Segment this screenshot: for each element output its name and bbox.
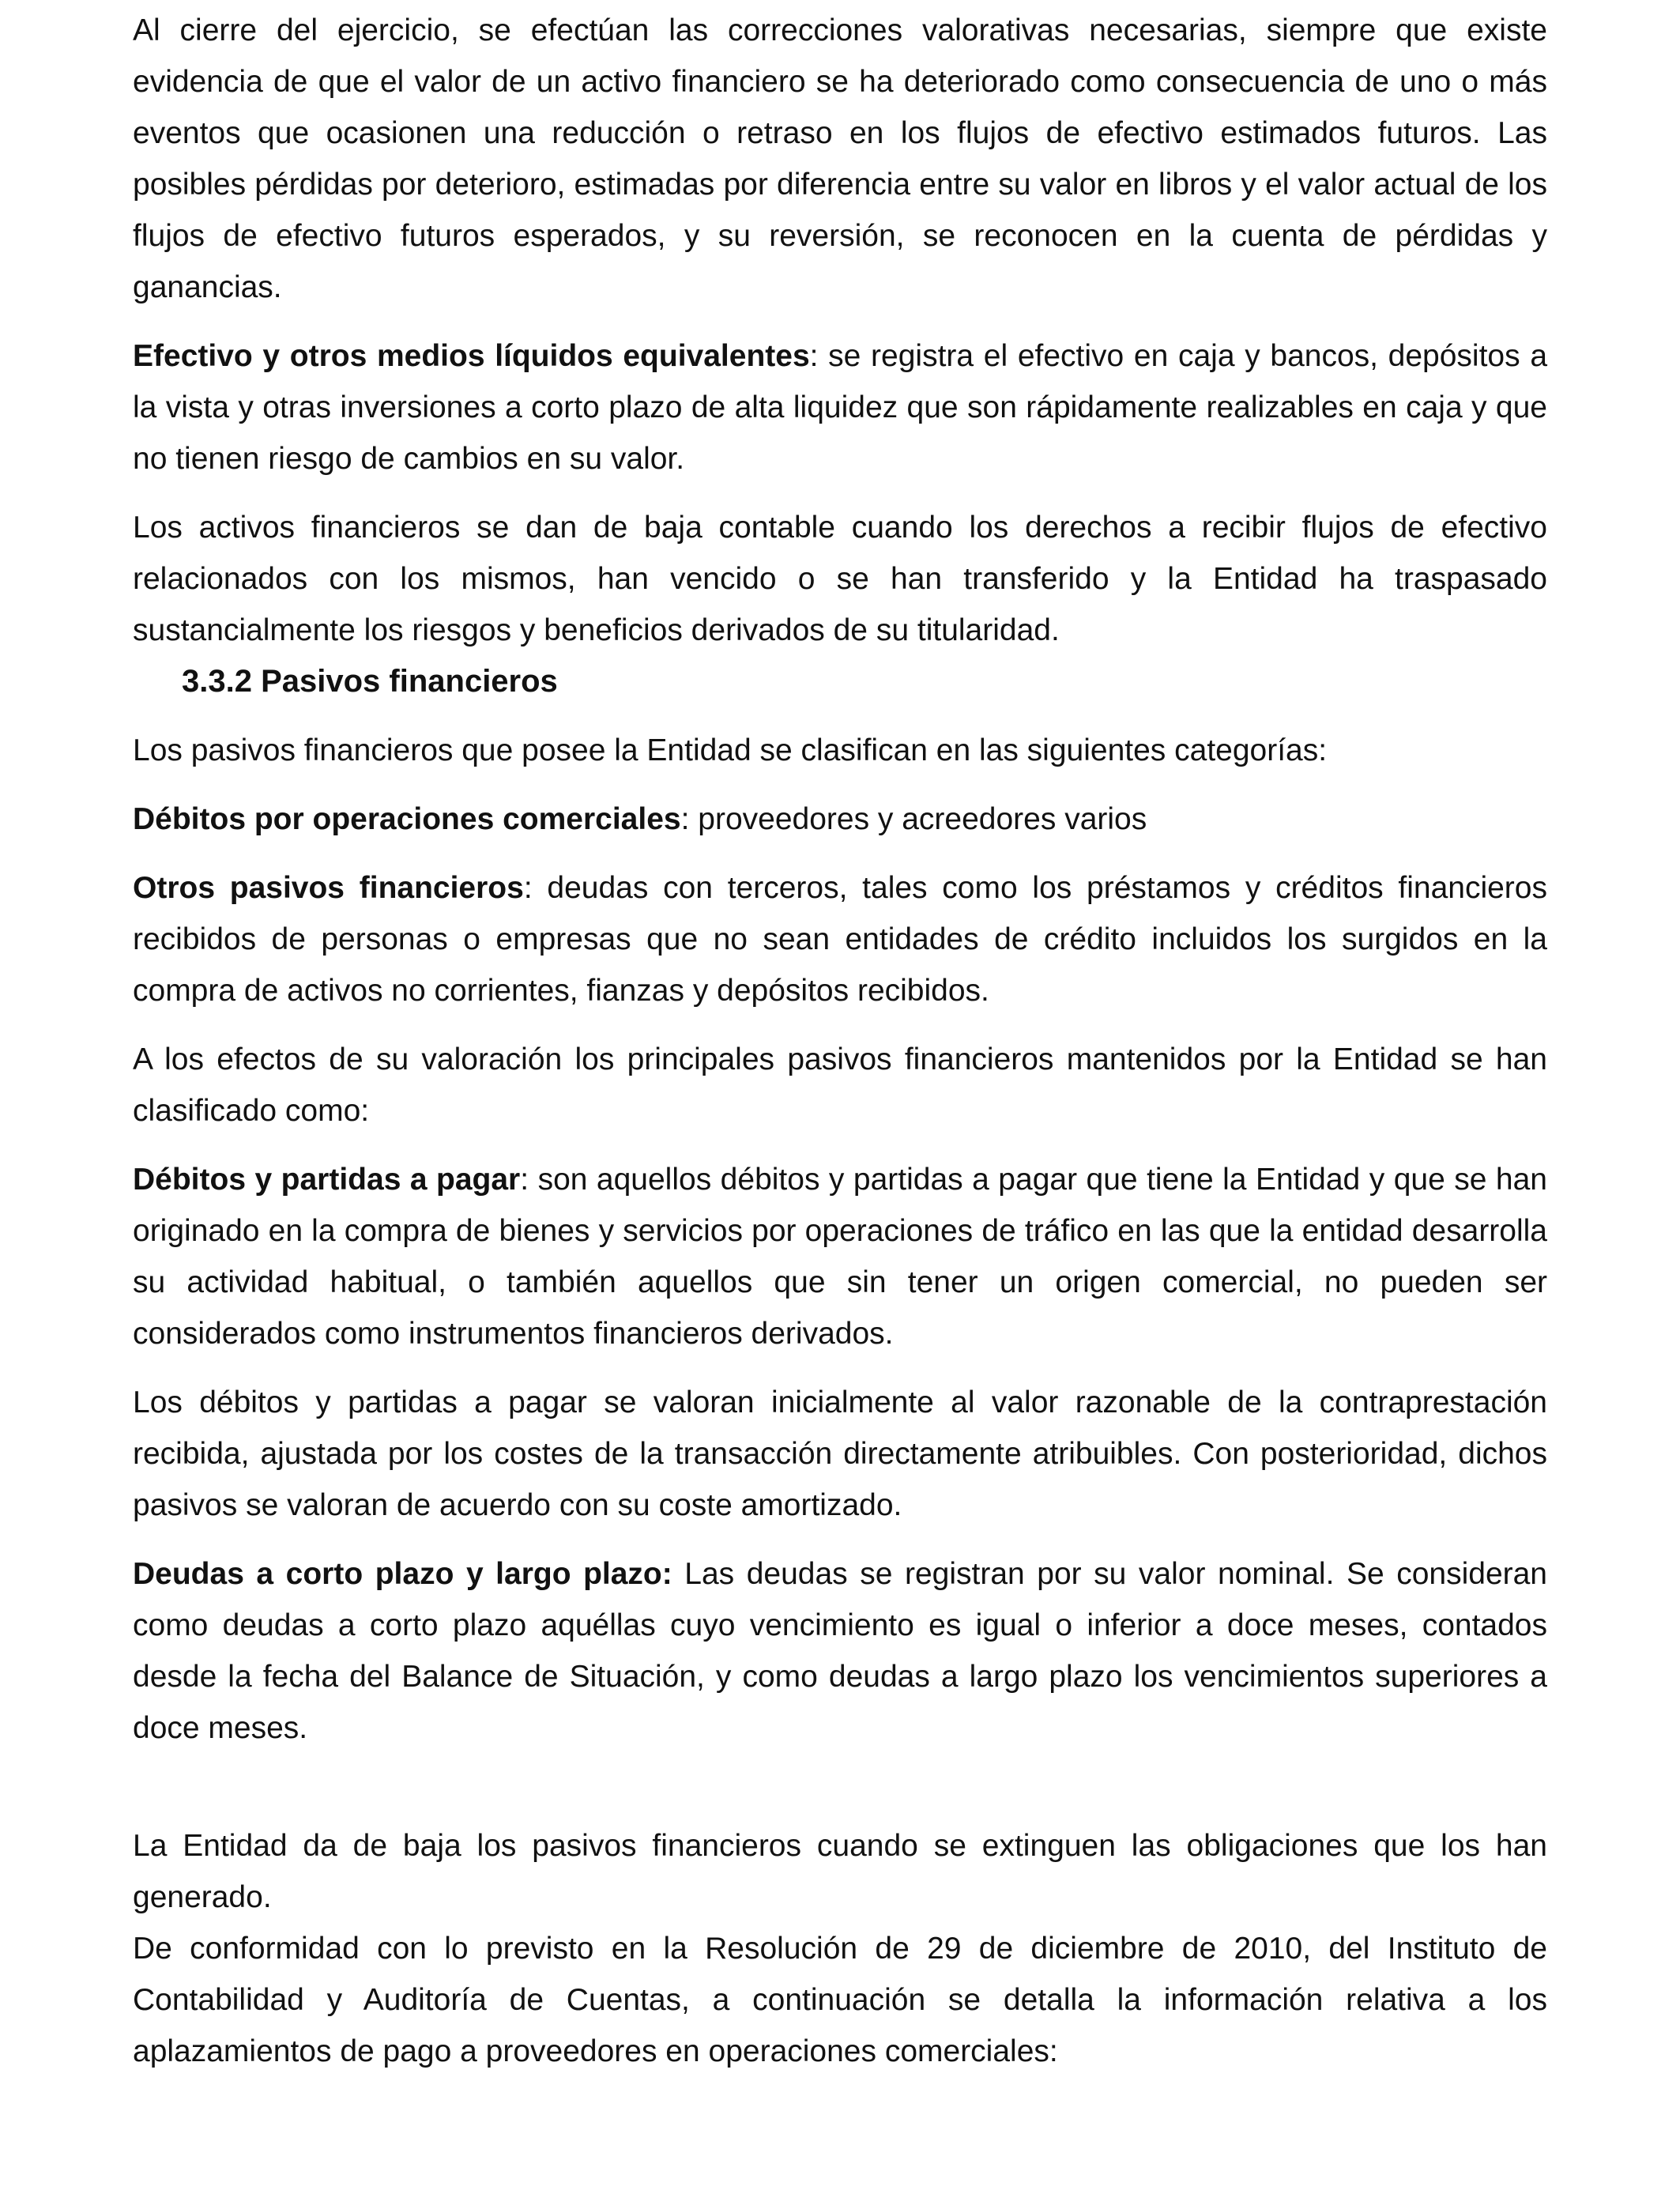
paragraph-deudas-plazo xyxy=(133,1548,1547,1754)
paragraph-resolucion: De conformidad con lo previsto en la Resolución de 29 de diciembre de 2010, del Instituto de Contabilidad y Auditoría de Cuentas, a continuación se detalla la información relativa a los aplazamientos de pago a proveedores en operaciones comerciales: xyxy=(133,1932,1547,2068)
paragraph-baja-pasivos: La Entidad da de baja los pasivos financieros cuando se extinguen las obligaciones que los han generado. xyxy=(133,1829,1547,1914)
text-efectivo: : se registra el efectivo en caja y bancos, depósitos a la vista y otras inversiones a corto plazo de alta liquidez que son rápidamente realizables en caja y que no tienen riesgo de cambios en su valor. xyxy=(133,339,1548,476)
paragraph-debitos-comerciales xyxy=(133,794,1547,845)
paragraph-baja-activos: Los activos financieros se dan de baja contable cuando los derechos a recibir flujos de efectivo relacionados con los mismos, han vencido o se han transferido y la Entidad ha traspasado sustancialmente los riesgos y beneficios derivados de su titularidad. xyxy=(133,511,1547,647)
paragraph-valoracion: A los efectos de su valoración los principales pasivos financieros mantenidos por la Entidad se han clasificado como: xyxy=(133,1042,1547,1128)
text-deudas-plazo: Las deudas se registran por su valor nominal. Se consideran como deudas a corto plazo aquéllas cuyo vencimiento es igual o inferior a doce meses, contados desde la fecha del Balance de Situación, y como deudas a largo plazo los vencimientos superiores a doce meses. xyxy=(133,1557,1548,1745)
text-otros-pasivos: : deudas con terceros, tales como los préstamos y créditos financieros recibidos de personas o empresas que no sean entidades de crédito incluidos los surgidos en la compra de activos no corrientes, fianzas y depósitos recibidos. xyxy=(133,871,1547,1008)
term-debitos-comerciales: Débitos por operaciones comerciales xyxy=(133,802,681,836)
text-debitos-comerciales: : proveedores y acreedores varios xyxy=(680,802,1147,836)
paragraph-valoracion-inicial: Los débitos y partidas a pagar se valoran inicialmente al valor razonable de la contraprestación recibida, ajustada por los costes de la transacción directamente atribuibles. Con posterioridad, dichos pasivos se valoran de acuerdo con su coste amortizado. xyxy=(133,1385,1547,1522)
term-debitos-partidas: Débitos y partidas a pagar xyxy=(133,1163,521,1197)
paragraph-efectivo xyxy=(133,330,1547,484)
paragraph-deterioro: Al cierre del ejercicio, se efectúan las correcciones valorativas necesarias, siempre que existe evidencia de que el valor de un activo financiero se ha deteriorado como consecuencia de uno o más eventos que ocasionen una reducción o retraso en los flujos de efectivo estimados futuros. Las posibles pérdidas por deterioro, estimadas por diferencia entre su valor en libros y el valor actual de los flujos de efectivo futuros esperados, y su reversión, se reconocen en la cuenta de pérdidas y ganancias. xyxy=(133,13,1547,304)
term-efectivo: Efectivo y otros medios líquidos equivalentes xyxy=(133,339,810,373)
paragraph-debitos-partidas xyxy=(133,1154,1547,1359)
text-debitos-partidas: : son aquellos débitos y partidas a pagar que tiene la Entidad y que se han originado en la compra de bienes y servicios por operaciones de tráfico en las que la entidad desarrolla su actividad habitual, o también aquellos que sin tener un origen comercial, no pueden ser considerados como instrumentos financieros derivados. xyxy=(133,1163,1547,1351)
document-page xyxy=(133,5,1547,2077)
section-heading: 3.3.2 Pasivos financieros xyxy=(182,664,558,699)
paragraph-otros-pasivos xyxy=(133,862,1547,1016)
paragraph-categorias: Los pasivos financieros que posee la Entidad se clasifican en las siguientes categorías: xyxy=(133,733,1328,767)
term-deudas-plazo: Deudas a corto plazo y largo plazo: xyxy=(133,1557,672,1591)
term-otros-pasivos: Otros pasivos financieros xyxy=(133,871,524,905)
